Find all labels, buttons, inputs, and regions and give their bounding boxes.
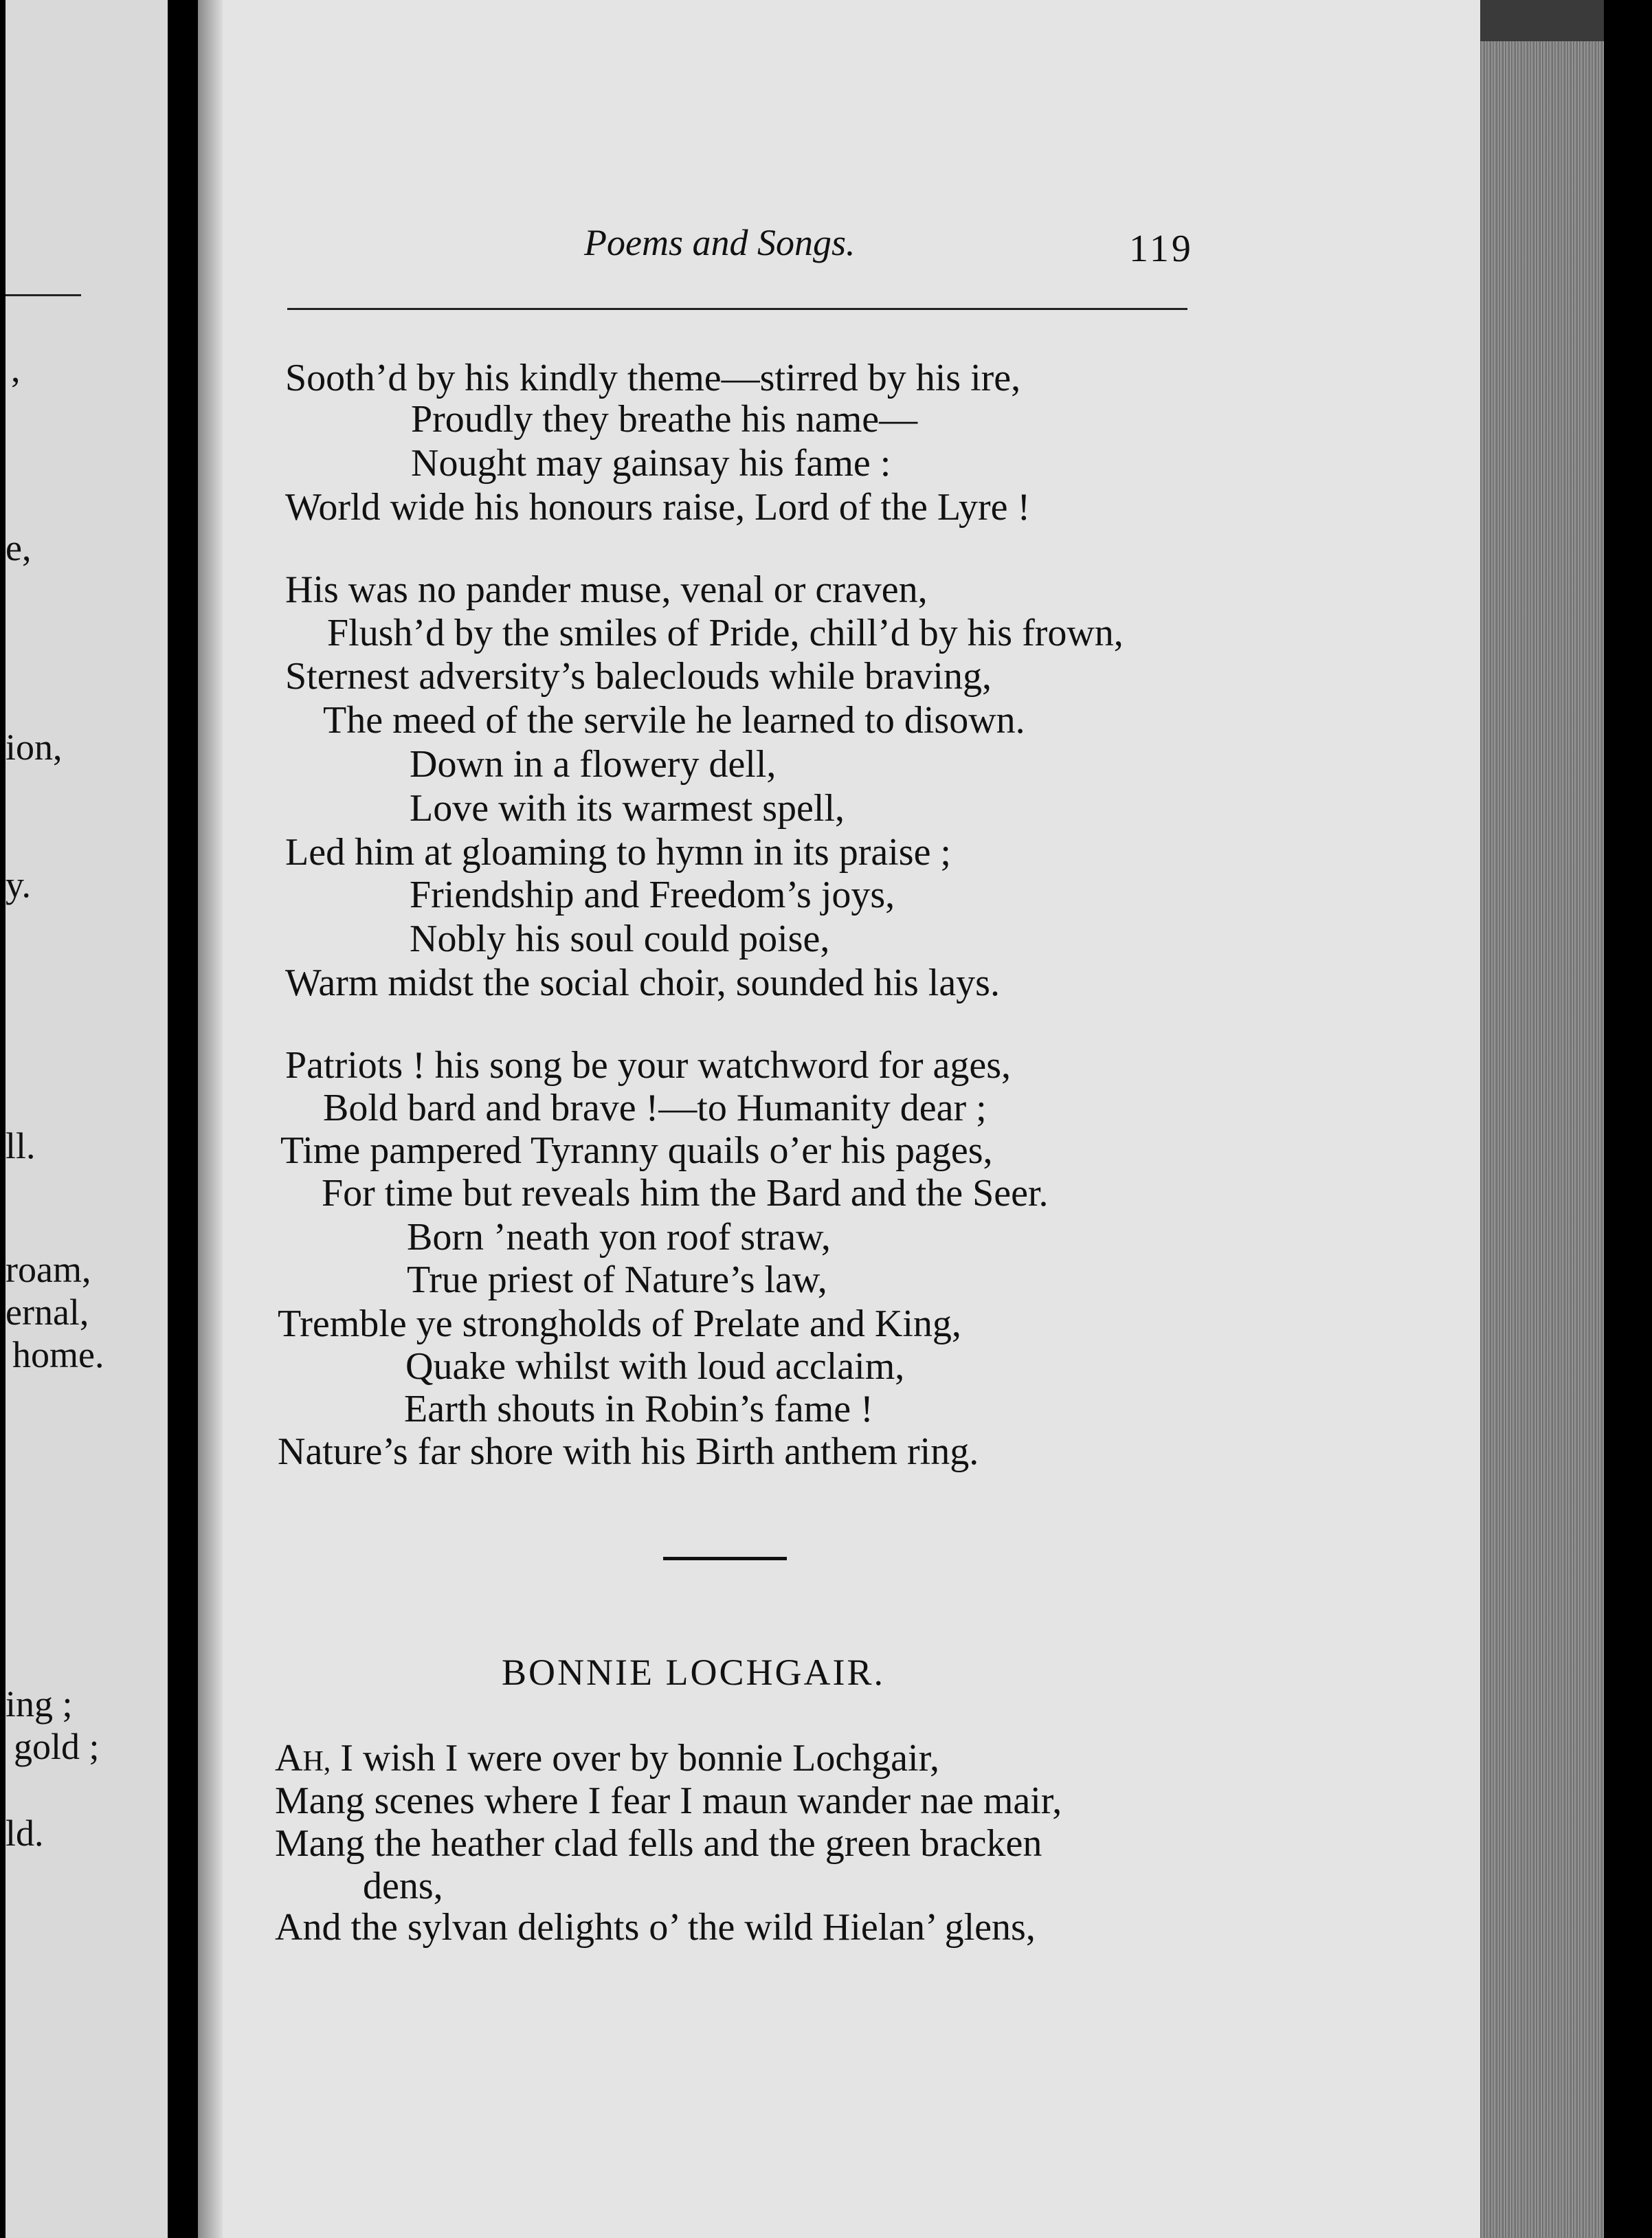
verse-line: Nature’s far shore with his Birth anthem ring.: [278, 1430, 979, 1473]
verse-line: Friendship and Freedom’s joys,: [410, 874, 895, 916]
left-page-rule: [5, 294, 81, 296]
drop-initial: A: [275, 1737, 303, 1780]
small-caps-rest: H,: [302, 1746, 331, 1777]
left-fragment: roam,: [5, 1249, 91, 1290]
scan-border-left: [0, 0, 5, 2238]
verse-line: Proudly they breathe his name—: [411, 398, 918, 441]
left-fragment: y.: [5, 864, 31, 905]
verse-line: Mang scenes where I fear I maun wander nae mair,: [275, 1780, 1062, 1822]
verse-line: Tremble ye strongholds of Prelate and King,: [278, 1303, 961, 1345]
verse-line: True priest of Nature’s law,: [407, 1259, 827, 1301]
verse-line: Sternest adversity’s baleclouds while braving,: [285, 655, 992, 698]
verse-line: The meed of the servile he learned to disown.: [323, 699, 1025, 742]
verse-line: Mang the heather clad fells and the green bracken: [275, 1822, 1042, 1865]
verse-line-first: [275, 1737, 939, 1780]
left-fragment: ion,: [5, 727, 63, 768]
poem-title: BONNIE LOCHGAIR.: [502, 1652, 885, 1693]
left-fragment: ld.: [5, 1813, 44, 1854]
left-page-fragment: [5, 0, 168, 2238]
verse-line: Love with its warmest spell,: [410, 787, 845, 830]
left-fragment: ing ;: [5, 1683, 73, 1725]
verse-line: World wide his honours raise, Lord of the Lyre !: [285, 486, 1031, 529]
verse-line: And the sylvan delights o’ the wild Hielan’ glens,: [275, 1906, 1036, 1949]
verse-line: Quake whilst with loud acclaim,: [405, 1345, 905, 1388]
page-edges: [1480, 41, 1604, 2238]
verse-line: Flush’d by the smiles of Pride, chill’d by his frown,: [327, 612, 1124, 654]
gutter-shadow: [198, 0, 223, 2238]
verse-line: Warm midst the social choir, sounded his lays.: [285, 962, 1000, 1004]
verse-line: His was no pander muse, venal or craven,: [285, 568, 928, 611]
page-number: 119: [1129, 228, 1194, 270]
page-edges-top: [1480, 0, 1604, 41]
verse-line: Led him at gloaming to hymn in its praise ;: [285, 831, 951, 874]
book-gutter: [168, 0, 198, 2238]
left-fragment: gold ;: [14, 1726, 100, 1767]
scan-border-right: [1604, 0, 1652, 2238]
verse-line: For time but reveals him the Bard and the Seer.: [322, 1172, 1049, 1215]
verse-line: Bold bard and brave !—to Humanity dear ;: [323, 1087, 987, 1129]
verse-line: Earth shouts in Robin’s fame !: [404, 1388, 873, 1430]
verse-line: dens,: [363, 1865, 443, 1907]
verse-line: Sooth’d by his kindly theme—stirred by his ire,: [285, 357, 1021, 399]
left-fragment: home.: [12, 1334, 104, 1375]
verse-line: Down in a flowery dell,: [410, 743, 777, 786]
verse-line: Time pampered Tyranny quails o’er his pages,: [280, 1129, 993, 1172]
left-fragment: e,: [5, 527, 32, 568]
left-fragment: ll.: [5, 1125, 36, 1166]
verse-line: Nobly his soul could poise,: [410, 918, 830, 960]
left-fragment: ernal,: [5, 1292, 89, 1333]
verse-line: Born ’neath yon roof straw,: [407, 1216, 831, 1259]
verse-line: Nought may gainsay his fame :: [411, 442, 891, 485]
verse-line: Patriots ! his song be your watchword for ages,: [285, 1044, 1012, 1087]
first-line-rest: I wish I were over by bonnie Lochgair,: [331, 1737, 939, 1780]
section-divider-rule: [663, 1557, 787, 1560]
left-fragment: ,: [11, 348, 21, 390]
running-header: Poems and Songs.: [584, 222, 856, 263]
header-rule: [287, 308, 1187, 310]
